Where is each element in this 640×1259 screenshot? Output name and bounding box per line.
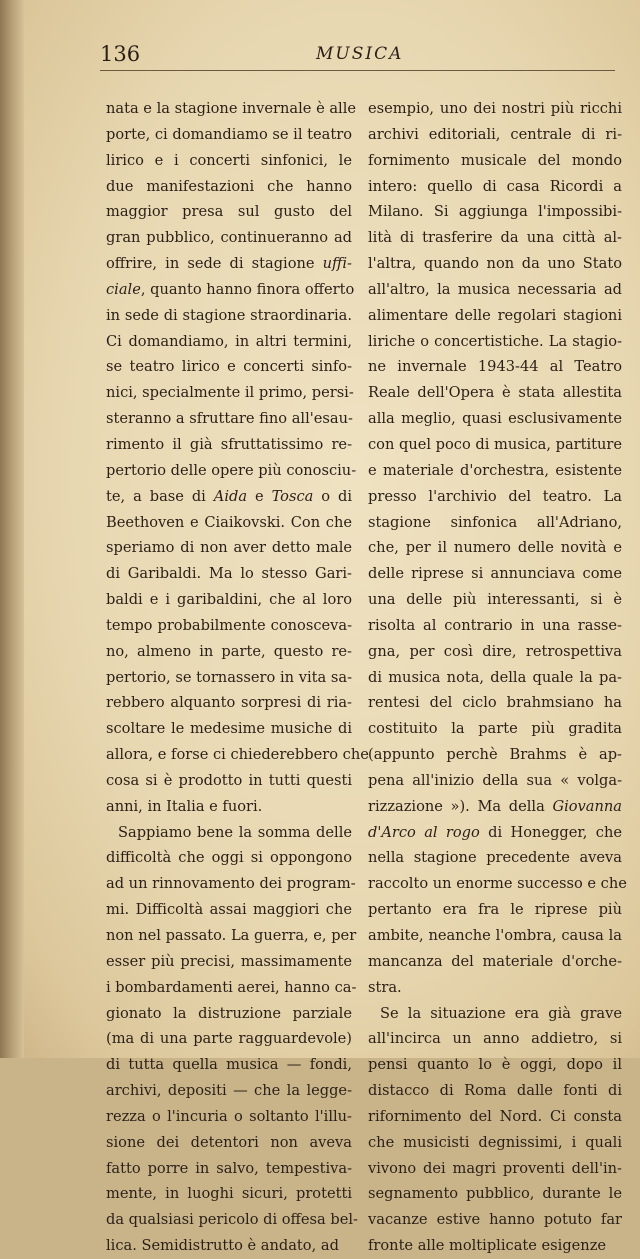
text-line: delle riprese si annunciava come (368, 565, 622, 583)
text-line: rimento il già sfruttatissimo re- (106, 435, 352, 453)
text-line: di tutta quella musica — fondi, (106, 1056, 352, 1074)
text-column-right (368, 96, 627, 1255)
text-line: risolta al contrario in una rasse- (368, 616, 622, 634)
text-line: Milano. Si aggiunga l'impossibi- (368, 203, 622, 221)
text-line: in sede di stagione straordinaria. (106, 306, 352, 324)
text-line: e materiale d'orchestra, esistente (368, 461, 622, 479)
text-line: (appunto perchè Brahms è ap- (368, 746, 622, 764)
text-line: offrire, in sede di stagione uffi- (106, 255, 352, 273)
running-head: MUSICA (316, 44, 404, 64)
text-line: porte, ci domandiamo se il teatro (106, 125, 352, 143)
text-line: ne invernale 1943-44 al Teatro (368, 358, 622, 376)
text-line: gna, per così dire, retrospettiva (368, 642, 622, 660)
text-line: pertorio, se tornassero in vita sa- (106, 668, 352, 686)
text-line: speriamo di non aver detto male (106, 539, 352, 557)
text-line: allora, e forse ci chiederebbero che (106, 746, 369, 764)
text-line: pertanto era fra le riprese più (368, 901, 622, 919)
text-line: rizzazione »). Ma della Giovanna (368, 797, 622, 815)
text-line: i bombardamenti aerei, hanno ca- (106, 978, 357, 996)
text-line: pensi quanto lo è oggi, dopo il (368, 1056, 622, 1074)
text-line: fronte alle moltiplicate esigenze (368, 1237, 607, 1255)
text-line: Reale dell'Opera è stata allestita (368, 384, 622, 402)
text-line: rezza o l'incuria o soltanto l'illu- (106, 1107, 352, 1125)
text-line: di musica nota, della quale la pa- (368, 668, 622, 686)
text-line: pena all'inizio della sua « volga- (368, 771, 622, 789)
text-line: mancanza del materiale d'orche- (368, 952, 622, 970)
text-line: intero: quello di casa Ricordi a (368, 177, 622, 195)
text-line: tempo probabilmente conosceva- (106, 616, 352, 634)
text-line: nata e la stagione invernale è alle (106, 100, 357, 117)
text-line: che, per il numero delle novità e (368, 539, 622, 557)
text-line: Sappiamo bene la somma delle (118, 823, 352, 841)
text-line: Beethoven e Ciaikovski. Con che (106, 513, 352, 531)
text-line: sione dei detentori non aveva (106, 1133, 352, 1151)
text-line: lirico e i concerti sinfonici, le (106, 151, 352, 169)
text-line: scoltare le medesime musiche di (106, 720, 352, 738)
text-line: maggior presa sul gusto del (106, 203, 352, 221)
text-line: due manifestazioni che hanno (106, 177, 352, 195)
text-line: all'incirca un anno addietro, si (368, 1030, 622, 1048)
text-line: nella stagione precedente aveva (368, 849, 622, 867)
text-line: difficoltà che oggi si oppongono (106, 849, 352, 867)
text-line: all'altro, la musica necessaria ad (368, 280, 622, 298)
text-line: raccolto un enorme successo e che (368, 875, 627, 893)
text-line: mente, in luoghi sicuri, protetti (106, 1185, 352, 1203)
text-line: distacco di Roma dalle fonti di (368, 1082, 622, 1100)
text-line: steranno a sfruttare fino all'esau- (106, 410, 353, 428)
text-line: rebbero alquanto sorpresi di ria- (106, 694, 352, 712)
text-line: ad un rinnovamento dei program- (106, 875, 356, 893)
text-line: non nel passato. La guerra, e, per (106, 927, 357, 944)
text-line: d'Arco al rogo di Honegger, che (368, 823, 622, 841)
text-line: pertorio delle opere più conosciu- (106, 461, 357, 479)
text-line: gran pubblico, continueranno ad (106, 229, 352, 247)
text-line: baldi e i garibaldini, che al loro (106, 591, 352, 609)
text-line: se teatro lirico e concerti sinfo- (106, 358, 352, 376)
text-line: segnamento pubblico, durante le (368, 1185, 622, 1203)
text-line: con quel poco di musica, partiture (368, 435, 623, 453)
text-line: fatto porre in salvo, tempestiva- (106, 1159, 352, 1177)
text-line: (ma di una parte ragguardevole) (106, 1030, 352, 1048)
text-line: presso l'archivio del teatro. La (368, 487, 622, 505)
text-line: nici, specialmente il primo, persi- (106, 384, 354, 402)
text-line: rentesi del ciclo brahmsiano ha (368, 694, 622, 712)
text-line: esempio, uno dei nostri più ricchi (368, 100, 622, 117)
text-line: alla meglio, quasi esclusivamente (368, 410, 622, 428)
text-line: esser più precisi, massimamente (106, 952, 352, 970)
text-line: fornimento musicale del mondo (368, 151, 622, 169)
page-number: 136 (100, 42, 141, 66)
text-line: Se la situazione era già grave (380, 1004, 622, 1022)
text-column-left (106, 96, 369, 1255)
text-line: mi. Difficoltà assai maggiori che (106, 901, 352, 919)
text-line: te, a base di Aida e Tosca o di (106, 487, 353, 505)
text-line: vacanze estive hanno potuto far (368, 1211, 622, 1229)
text-line: ambite, neanche l'ombra, causa la (368, 927, 622, 944)
text-line: no, almeno in parte, questo re- (106, 642, 352, 660)
header-rule (100, 70, 615, 71)
text-line: l'altra, quando non da uno Stato (368, 255, 622, 273)
text-line: una delle più interessanti, si è (368, 591, 622, 609)
text-line: liriche o concertistiche. La stagio- (368, 332, 622, 350)
text-line: che musicisti degnissimi, i quali (368, 1133, 622, 1151)
text-line: lica. Semidistrutto è andato, ad (106, 1237, 339, 1255)
text-line: archivi editoriali, centrale di ri- (368, 125, 622, 143)
text-line: ciale, quanto hanno finora offerto (106, 280, 355, 298)
text-line: lità di trasferire da una città al- (368, 229, 622, 247)
text-line: alimentare delle regolari stagioni (368, 306, 622, 324)
text-line: da qualsiasi pericolo di offesa bel- (106, 1211, 358, 1229)
text-line: cosa si è prodotto in tutti questi (106, 771, 352, 789)
text-line: vivono dei magri proventi dell'in- (368, 1159, 622, 1177)
book-spine-shadow (0, 0, 24, 1058)
text-line: anni, in Italia e fuori. (106, 797, 263, 815)
text-line: stra. (368, 978, 402, 996)
text-line: Ci domandiamo, in altri termini, (106, 332, 352, 350)
text-line: rifornimento del Nord. Ci consta (368, 1107, 622, 1125)
text-line: di Garibaldi. Ma lo stesso Gari- (106, 565, 352, 583)
text-line: archivi, depositi — che la legge- (106, 1082, 352, 1100)
page-header (100, 38, 615, 78)
text-line: stagione sinfonica all'Adriano, (368, 513, 622, 531)
text-line: costituito la parte più gradita (368, 720, 622, 738)
text-line: gionato la distruzione parziale (106, 1004, 352, 1022)
